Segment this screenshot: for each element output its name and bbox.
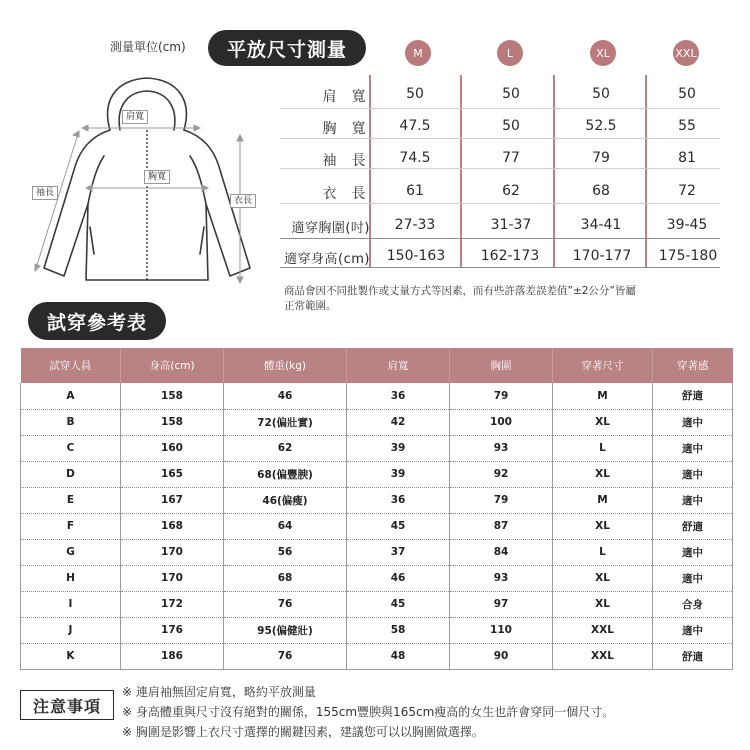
- row-label-shoulder: 肩 寬: [322, 89, 366, 105]
- notice-line: ※ 連肩袖無固定肩寬，略約平放測量: [122, 685, 316, 699]
- table-cell: 158: [121, 383, 224, 409]
- row-label-sleeve: 袖 長: [322, 153, 366, 169]
- value-cell: 81: [678, 150, 696, 166]
- table-cell: 79: [450, 487, 553, 513]
- table-cell: 84: [450, 539, 553, 565]
- measurement-note: 商品會因不同批製作或丈量方式等因素，而有些許落差誤差值”±2公分”皆屬正常範圍。: [284, 285, 636, 312]
- table-cell: M: [553, 487, 653, 513]
- header-shoulder: 肩寬: [347, 348, 450, 383]
- table-cell: XL: [553, 591, 653, 617]
- table-row: [21, 487, 733, 513]
- table-cell: K: [21, 643, 121, 669]
- table-cell: D: [21, 461, 121, 487]
- table-cell: H: [21, 565, 121, 591]
- row-divider: [280, 238, 720, 239]
- table-row: [21, 383, 733, 409]
- header-person: 試穿人員: [21, 348, 121, 383]
- row-divider: [280, 138, 720, 139]
- value-cell: 31-37: [490, 217, 532, 233]
- table-cell: F: [21, 513, 121, 539]
- table-cell: 37: [347, 539, 450, 565]
- value-cell: 34-41: [580, 217, 622, 233]
- header-chest: 胸圍: [450, 348, 553, 383]
- table-cell: 160: [121, 435, 224, 461]
- table-row: [21, 643, 733, 669]
- size-xl-badge: XL: [590, 40, 616, 66]
- table-cell: 62: [224, 435, 347, 461]
- table-cell: 68(偏豐腴): [224, 461, 347, 487]
- try-on-rows: [21, 383, 733, 669]
- table-cell: 56: [224, 539, 347, 565]
- table-cell: 97: [450, 591, 553, 617]
- table-cell: 適中: [653, 435, 733, 461]
- table-cell: 158: [121, 409, 224, 435]
- table-cell: 48: [347, 643, 450, 669]
- table-cell: 適中: [653, 539, 733, 565]
- table-cell: 適中: [653, 461, 733, 487]
- table-cell: 39: [347, 461, 450, 487]
- table-cell: 58: [347, 617, 450, 643]
- row-divider: [280, 203, 720, 204]
- value-cell: 39-45: [666, 217, 708, 233]
- value-cell: 27-33: [394, 217, 436, 233]
- header-size: 穿著尺寸: [553, 348, 653, 383]
- table-cell: XXL: [553, 643, 653, 669]
- value-cell: 77: [502, 150, 520, 166]
- table-row: [21, 617, 733, 643]
- table-cell: XL: [553, 409, 653, 435]
- table-cell: 90: [450, 643, 553, 669]
- header-weight: 體重(kg): [224, 348, 347, 383]
- table-cell: 87: [450, 513, 553, 539]
- value-cell: 50: [502, 86, 520, 102]
- value-cell: 68: [592, 183, 610, 199]
- value-cell: 170-177: [572, 248, 632, 264]
- table-cell: 36: [347, 383, 450, 409]
- table-cell: 93: [450, 435, 553, 461]
- header-height: 身高(cm): [121, 348, 224, 383]
- value-cell: 55: [678, 118, 696, 134]
- shoulder-label: 肩寬: [122, 110, 148, 124]
- notice-line: ※ 胸圍是影響上衣尺寸選擇的關鍵因素，建議您可以以胸圍做選擇。: [122, 725, 484, 739]
- size-l-badge: L: [497, 40, 523, 66]
- table-cell: J: [21, 617, 121, 643]
- table-cell: 110: [450, 617, 553, 643]
- value-cell: 47.5: [399, 118, 431, 134]
- header-feel: 穿著感: [653, 348, 733, 383]
- table-cell: 172: [121, 591, 224, 617]
- notice-title: 注意事項: [20, 690, 114, 720]
- row-divider: [280, 267, 720, 268]
- size-m-badge: M: [405, 40, 431, 66]
- table-cell: I: [21, 591, 121, 617]
- table-cell: 100: [450, 409, 553, 435]
- value-cell: 52.5: [585, 118, 617, 134]
- table-row: [21, 513, 733, 539]
- value-cell: 72: [678, 183, 696, 199]
- value-cell: 50: [406, 86, 424, 102]
- table-cell: L: [553, 435, 653, 461]
- table-row: [21, 565, 733, 591]
- table-cell: 適中: [653, 565, 733, 591]
- table-cell: 合身: [653, 591, 733, 617]
- row-label-chest: 胸 寬: [322, 121, 366, 137]
- table-cell: 適中: [653, 487, 733, 513]
- table-cell: 165: [121, 461, 224, 487]
- notice-line: ※ 身高體重與尺寸沒有絕對的關係，155cm豐腴與165cm瘦高的女生也許會穿同一個尺寸。: [122, 705, 615, 719]
- table-cell: 46: [224, 383, 347, 409]
- value-cell: 150-163: [386, 248, 446, 264]
- table-cell: XL: [553, 461, 653, 487]
- value-cell: 50: [592, 86, 610, 102]
- table-cell: 適中: [653, 409, 733, 435]
- table-cell: 79: [450, 383, 553, 409]
- table-cell: 42: [347, 409, 450, 435]
- row-label-fit-height: 適穿身高(cm): [284, 252, 370, 267]
- table-cell: XXL: [553, 617, 653, 643]
- table-cell: 46: [347, 565, 450, 591]
- value-cell: 50: [502, 118, 520, 134]
- table-cell: 36: [347, 487, 450, 513]
- value-cell: 162-173: [480, 248, 540, 264]
- value-cell: 74.5: [399, 150, 431, 166]
- value-cell: 50: [678, 86, 696, 102]
- table-cell: 45: [347, 591, 450, 617]
- table-row: [21, 539, 733, 565]
- table-cell: 167: [121, 487, 224, 513]
- table-cell: M: [553, 383, 653, 409]
- try-on-title: 試穿參考表: [28, 302, 166, 340]
- value-cell: 175-180: [658, 248, 718, 264]
- table-cell: 76: [224, 591, 347, 617]
- table-row: [21, 435, 733, 461]
- table-cell: 68: [224, 565, 347, 591]
- value-cell: 61: [406, 183, 424, 199]
- value-cell: 79: [592, 150, 610, 166]
- table-cell: 76: [224, 643, 347, 669]
- table-cell: 170: [121, 539, 224, 565]
- table-cell: XL: [553, 565, 653, 591]
- table-cell: XL: [553, 513, 653, 539]
- table-cell: 適中: [653, 617, 733, 643]
- table-cell: B: [21, 409, 121, 435]
- table-header-row: [21, 348, 733, 383]
- table-cell: 舒適: [653, 383, 733, 409]
- table-cell: 46(偏瘦): [224, 487, 347, 513]
- page-title: 平放尺寸測量: [208, 30, 366, 66]
- table-cell: 舒適: [653, 643, 733, 669]
- table-cell: E: [21, 487, 121, 513]
- row-divider: [280, 108, 720, 109]
- table-row: [21, 461, 733, 487]
- table-cell: 95(偏健壯): [224, 617, 347, 643]
- table-cell: 168: [121, 513, 224, 539]
- size-xxl-badge: XXL: [673, 40, 699, 66]
- table-cell: 93: [450, 565, 553, 591]
- table-cell: A: [21, 383, 121, 409]
- table-row: [21, 591, 733, 617]
- row-label-fit-chest: 適穿胸圍(吋): [291, 221, 370, 236]
- table-cell: 72(偏壯實): [224, 409, 347, 435]
- table-row: [21, 409, 733, 435]
- unit-label: 測量單位(cm): [110, 40, 186, 54]
- table-cell: 186: [121, 643, 224, 669]
- chest-label: 胸寬: [144, 170, 170, 184]
- table-cell: L: [553, 539, 653, 565]
- table-cell: 64: [224, 513, 347, 539]
- sleeve-label: 袖長: [32, 186, 58, 200]
- table-cell: G: [21, 539, 121, 565]
- try-on-table: [20, 348, 733, 670]
- table-cell: 39: [347, 435, 450, 461]
- notice-lines: [122, 682, 614, 742]
- table-cell: 176: [121, 617, 224, 643]
- value-cell: 62: [502, 183, 520, 199]
- table-cell: 45: [347, 513, 450, 539]
- table-cell: 92: [450, 461, 553, 487]
- table-cell: 舒適: [653, 513, 733, 539]
- length-label: 衣長: [230, 194, 256, 208]
- table-cell: C: [21, 435, 121, 461]
- row-label-length: 衣 長: [322, 186, 366, 202]
- table-cell: 170: [121, 565, 224, 591]
